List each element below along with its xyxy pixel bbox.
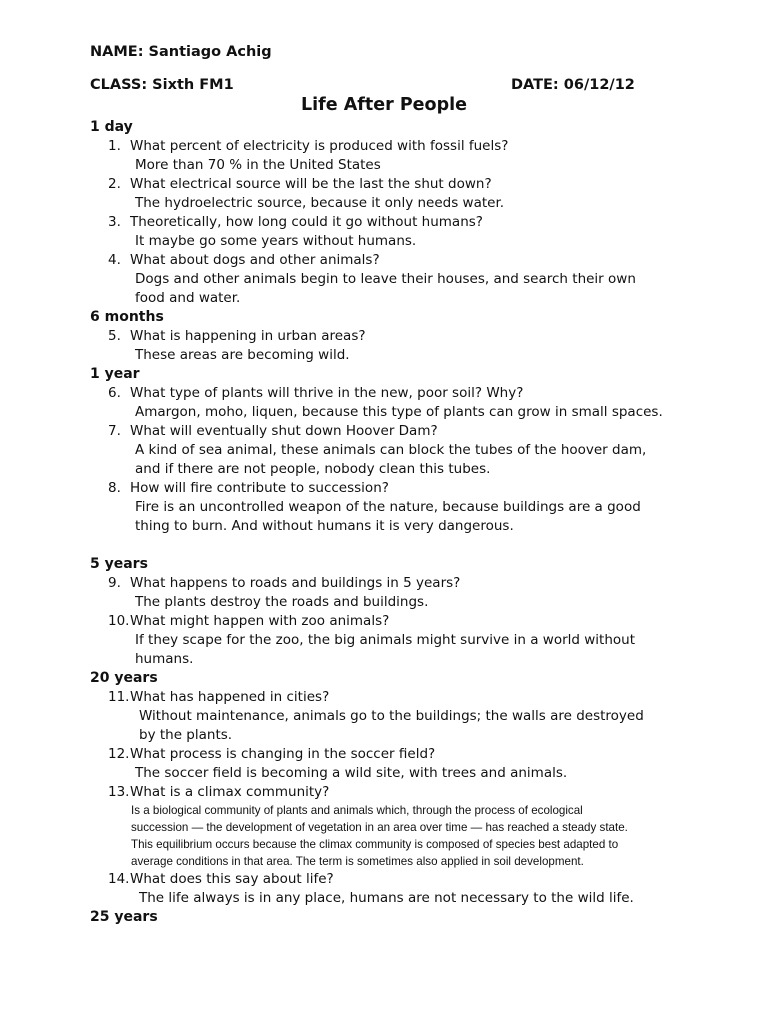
question-text: What does this say about life? <box>130 871 334 887</box>
section-heading: 6 months <box>90 309 164 325</box>
question <box>0 688 768 707</box>
question <box>0 479 768 498</box>
question-number: 3. <box>108 214 121 230</box>
answer-text: If they scape for the zoo, the big animals might survive in a world without <box>135 632 636 648</box>
answer-text: More than 70 % in the United States <box>135 157 381 173</box>
document-body <box>0 118 768 927</box>
question-text: What will eventually shut down Hoover Dam? <box>130 423 438 439</box>
question <box>0 251 768 270</box>
answer-text: average conditions in that area. The term is sometimes also applied in soil development. <box>131 855 584 868</box>
question-text: How will fire contribute to succession? <box>130 480 389 496</box>
section-heading: 20 years <box>90 670 158 686</box>
question <box>0 870 768 889</box>
question-number: 4. <box>108 252 121 268</box>
question <box>0 175 768 194</box>
section-heading: 5 years <box>90 556 148 572</box>
answer-text: succession — the development of vegetation in an area over time — has reached a steady state. <box>131 821 628 834</box>
question <box>0 612 768 631</box>
question-number: 13. <box>108 784 130 800</box>
answer-text: Amargon, moho, liquen, because this type of plants can grow in small spaces. <box>135 404 663 420</box>
section-heading: 25 years <box>90 909 158 925</box>
answer-text: and if there are not people, nobody clean this tubes. <box>135 461 491 477</box>
answer-text: food and water. <box>135 290 241 306</box>
question-text: What happens to roads and buildings in 5 years? <box>130 575 461 591</box>
question <box>0 327 768 346</box>
section-heading: 1 day <box>90 119 133 135</box>
question <box>0 137 768 156</box>
question-text: What might happen with zoo animals? <box>130 613 390 629</box>
question-number: 8. <box>108 480 121 496</box>
answer-text: thing to burn. And without humans it is very dangerous. <box>135 518 514 534</box>
date-label: DATE: 06/12/12 <box>511 77 635 93</box>
question <box>0 213 768 232</box>
question-text: What about dogs and other animals? <box>130 252 380 268</box>
question-number: 2. <box>108 176 121 192</box>
question-text: What type of plants will thrive in the new, poor soil? Why? <box>130 385 524 401</box>
question-text: What is a climax community? <box>130 784 330 800</box>
question-number: 14. <box>108 871 130 887</box>
answer-text: The life always is in any place, humans are not necessary to the wild life. <box>139 890 634 906</box>
question-text: Theoretically, how long could it go without humans? <box>130 214 483 230</box>
question-number: 1. <box>108 138 121 154</box>
answer-text: Is a biological community of plants and animals which, through the process of ecological <box>131 804 583 817</box>
answer-text: by the plants. <box>139 727 233 743</box>
student-name: NAME: Santiago Achig <box>90 44 272 60</box>
question-number: 9. <box>108 575 121 591</box>
answer-text: The plants destroy the roads and buildings. <box>135 594 429 610</box>
answer-text: Without maintenance, animals go to the buildings; the walls are destroyed <box>139 708 644 724</box>
answer-text: humans. <box>135 651 194 667</box>
answer-text: It maybe go some years without humans. <box>135 233 417 249</box>
answer-text: A kind of sea animal, these animals can block the tubes of the hoover dam, <box>135 442 647 458</box>
blank-line <box>0 536 768 555</box>
question-number: 10. <box>108 613 130 629</box>
class-label: CLASS: Sixth FM1 <box>90 77 234 93</box>
question <box>0 422 768 441</box>
answer-text: These areas are becoming wild. <box>135 347 350 363</box>
question-text: What electrical source will be the last the shut down? <box>130 176 492 192</box>
question-number: 5. <box>108 328 121 344</box>
answer-text: Fire is an uncontrolled weapon of the nature, because buildings are a good <box>135 499 641 515</box>
question-text: What is happening in urban areas? <box>130 328 366 344</box>
answer-text: This equilibrium occurs because the climax community is composed of species best adapted to <box>131 838 619 851</box>
question <box>0 574 768 593</box>
question <box>0 783 768 802</box>
question-number: 6. <box>108 385 121 401</box>
question-number: 12. <box>108 746 130 762</box>
question-number: 7. <box>108 423 121 439</box>
question <box>0 384 768 403</box>
section-heading: 1 year <box>90 366 140 382</box>
answer-text: The hydroelectric source, because it only needs water. <box>135 195 505 211</box>
question-text: What process is changing in the soccer field? <box>130 746 436 762</box>
document-title: Life After People <box>301 95 467 115</box>
question <box>0 745 768 764</box>
question-text: What percent of electricity is produced with fossil fuels? <box>130 138 509 154</box>
question-text: What has happened in cities? <box>130 689 330 705</box>
answer-text: Dogs and other animals begin to leave their houses, and search their own <box>135 271 636 287</box>
question-number: 11. <box>108 689 130 705</box>
answer-text: The soccer field is becoming a wild site, with trees and animals. <box>135 765 568 781</box>
